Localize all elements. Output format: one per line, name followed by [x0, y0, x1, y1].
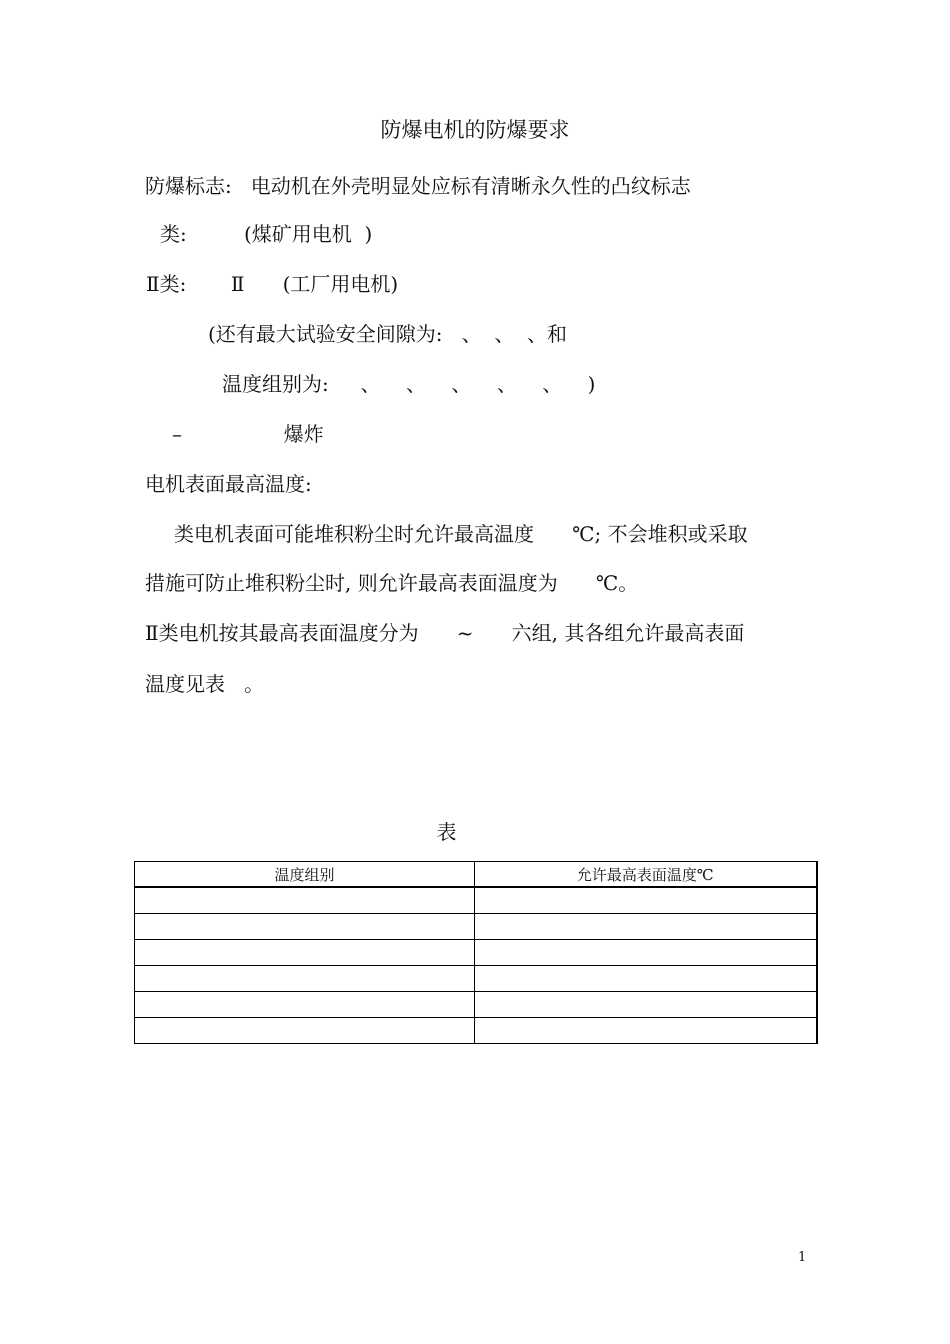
table-header-temperature-group: 温度组别 [135, 862, 475, 888]
temperature-group-table [134, 861, 818, 1044]
table-cell [135, 992, 475, 1018]
table-cell [135, 914, 475, 940]
text-line-class-ii-groups: Ⅱ类电机按其最高表面温度分为 ~ 六组, 其各组允许最高表面 [145, 621, 745, 645]
text-line-temperature-groups: 温度组别为: 、 、 、 、 、 ) [222, 372, 596, 396]
table-row [135, 1018, 817, 1044]
table-cell [475, 914, 817, 940]
table-header-max-surface-temp: 允许最高表面温度℃ [475, 862, 817, 888]
table-row [135, 940, 817, 966]
text-line-safety-gap: (还有最大试验安全间隙为: 、 、 、和 [208, 322, 568, 346]
text-line-explosion: – 爆炸 [172, 422, 324, 446]
table-cell [475, 887, 817, 914]
text-line-class-i: 类: (煤矿用电机 ) [160, 222, 373, 246]
text-line-explosion-mark: 防爆标志: 电动机在外壳明显处应标有清晰永久性的凸纹标志 [145, 174, 691, 198]
table-cell [475, 940, 817, 966]
text-line-see-table: 温度见表 。 [145, 672, 265, 696]
text-line-dust-temp: 类电机表面可能堆积粉尘时允许最高温度 ℃; 不会堆积或采取 [174, 522, 748, 546]
document-title: 防爆电机的防爆要求 [380, 118, 570, 142]
text-line-surface-temp-heading: 电机表面最高温度: [145, 472, 312, 496]
text-line-class-ii: Ⅱ类: Ⅱ (工厂用电机) [146, 272, 399, 296]
table-cell [475, 966, 817, 992]
table-row [135, 887, 817, 914]
table-row [135, 966, 817, 992]
table-row [135, 992, 817, 1018]
page-number: 1 [798, 1250, 807, 1265]
table-header-row [135, 862, 817, 888]
text-line-dust-prevention: 措施可防止堆积粉尘时, 则允许最高表面温度为 ℃。 [145, 571, 639, 595]
table-cell [135, 1018, 475, 1044]
table-cell [135, 966, 475, 992]
table-row [135, 914, 817, 940]
table-cell [135, 887, 475, 914]
table-cell [475, 1018, 817, 1044]
table-cell [475, 992, 817, 1018]
table-cell [135, 940, 475, 966]
table-caption: 表 [436, 820, 457, 844]
